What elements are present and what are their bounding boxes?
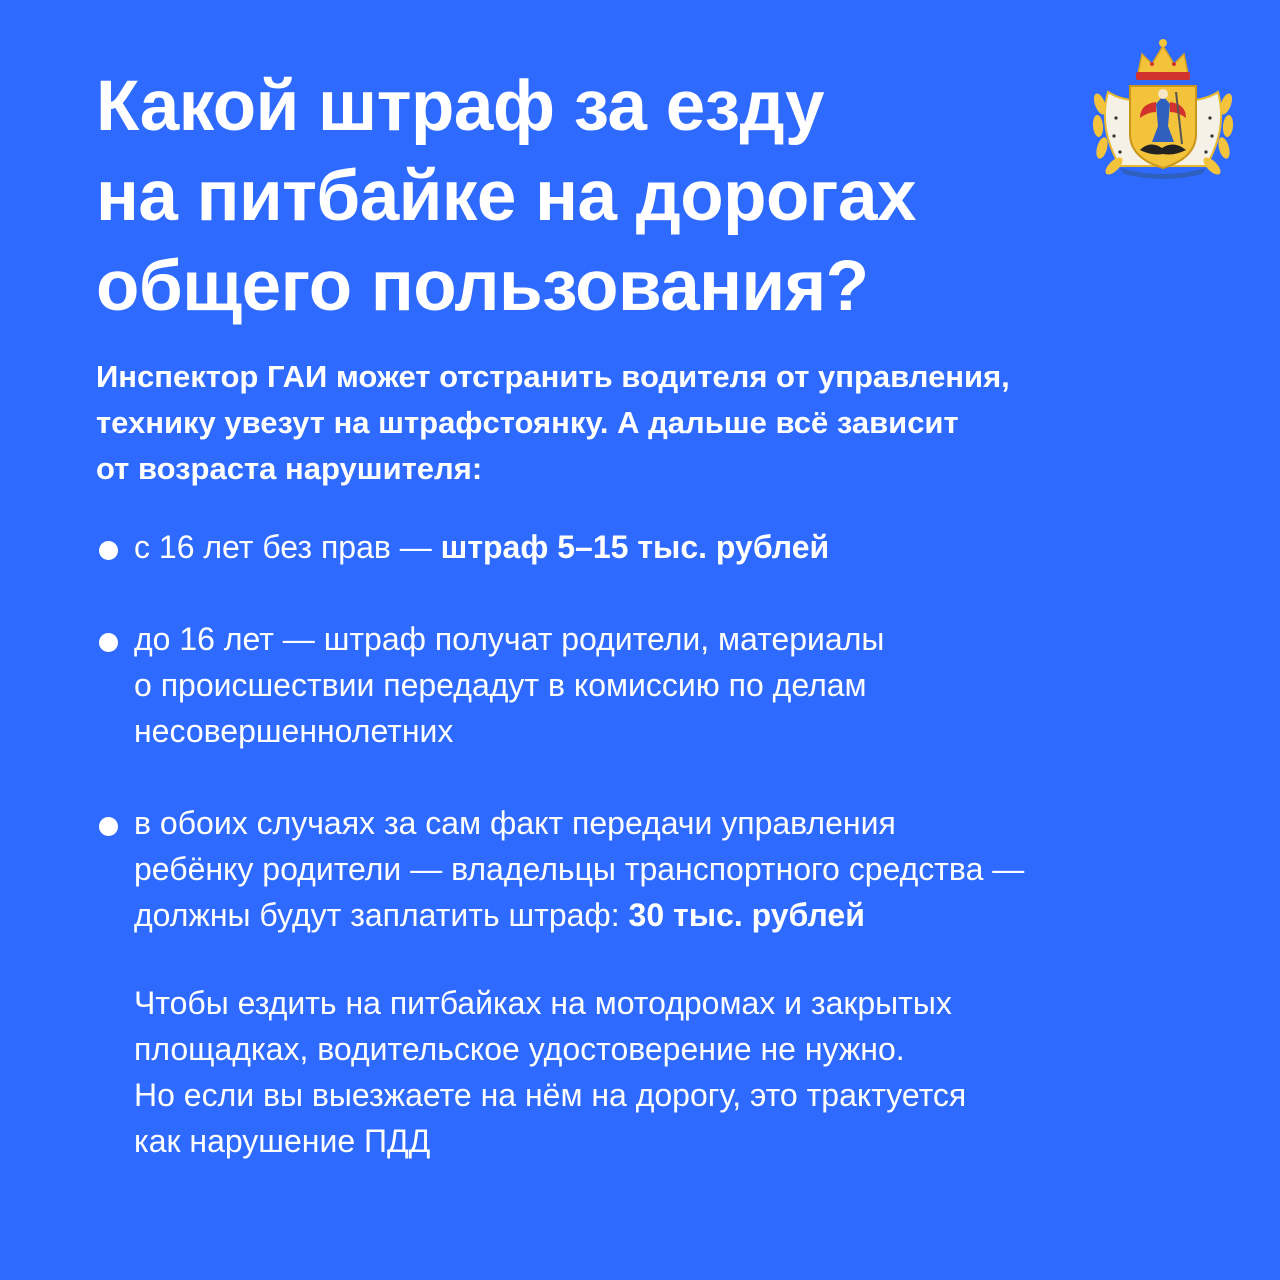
title-line: общего пользования?: [96, 247, 869, 326]
page-title: [96, 62, 1096, 332]
list-item-line: [134, 524, 1246, 570]
list-item-line: [134, 892, 1246, 938]
bullet-icon: [99, 541, 118, 560]
lead-line: от возраста нарушителя:: [96, 451, 483, 486]
list-item-line: [134, 616, 1246, 662]
title-line: на питбайке на дорогах: [96, 157, 916, 236]
lead-line: Инспектор ГАИ может отстранить водителя от управления,: [96, 359, 1010, 394]
item-text: должны будут заплатить штраф:: [134, 897, 629, 933]
bullet-icon: [99, 633, 118, 652]
lead-paragraph: [96, 354, 1246, 492]
list-item: [96, 524, 1246, 570]
note-line: как нарушение ПДД: [134, 1123, 431, 1159]
list-item-line: [134, 846, 1246, 892]
item-text: о происшествии передадут в комиссию по делам: [134, 667, 867, 703]
item-text: несовершеннолетних: [134, 713, 454, 749]
note-line: площадках, водительское удостоверение не нужно.: [134, 1031, 905, 1067]
list-item: [96, 616, 1246, 754]
list-item: [96, 800, 1246, 938]
bullet-icon: [99, 817, 118, 836]
note-paragraph: [134, 980, 1254, 1164]
item-highlight: штраф 5–15 тыс. рублей: [440, 529, 830, 565]
coat-of-arms-icon: [1090, 34, 1236, 180]
item-text: в обоих случаях за сам факт передачи управления: [134, 805, 896, 841]
item-text: до 16 лет — штраф получат родители, материалы: [134, 621, 885, 657]
lead-line: технику увезут на штрафстоянку. А дальше всё зависит: [96, 405, 959, 440]
item-text: ребёнку родители — владельцы транспортного средства —: [134, 851, 1025, 887]
item-text: с 16 лет без прав —: [134, 529, 441, 565]
item-highlight: 30 тыс. рублей: [628, 897, 865, 933]
note-line: Но если вы выезжаете на нём на дорогу, это трактуется: [134, 1077, 967, 1113]
title-line: Какой штраф за езду: [96, 67, 824, 146]
list-item-line: [134, 662, 1246, 708]
note-line: Чтобы ездить на питбайках на мотодромах и закрытых: [134, 985, 952, 1021]
fine-list: [96, 524, 1246, 938]
list-item-line: [134, 708, 1246, 754]
list-item-line: [134, 800, 1246, 846]
